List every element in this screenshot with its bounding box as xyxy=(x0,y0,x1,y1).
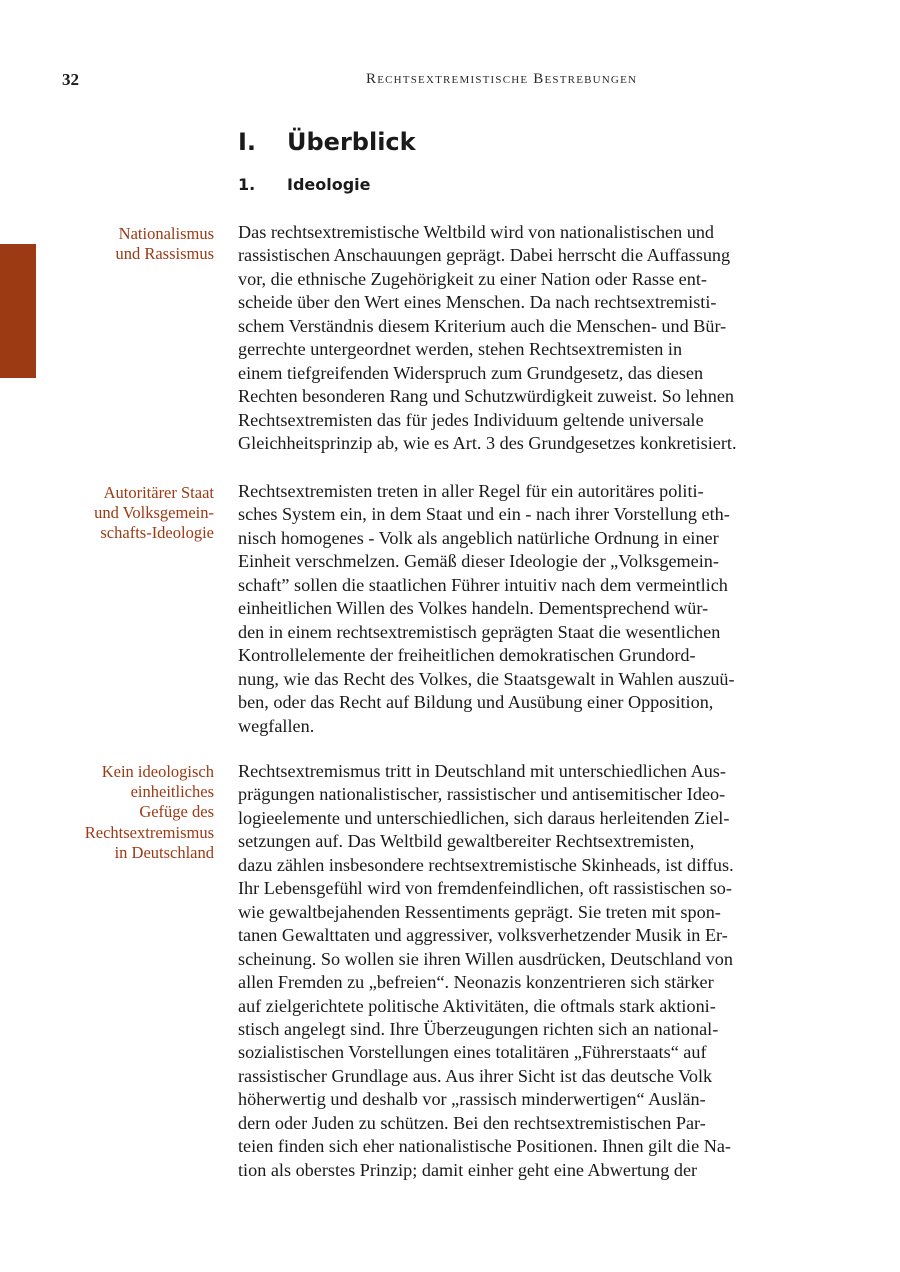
margin-note-nationalism: Nationalismus und Rassismus xyxy=(115,224,214,264)
paragraph-nationalism: Das rechtsextremistische Weltbild wird von nationalistischen und rassistischen Anschauungen geprägt. Dabei herrscht die Auffassung vor, die ethnische Zugehörigkeit zu einer Nation oder Rasse ent- scheide über den Wert eines Menschen. Da nach rechtsextremisti- schem Verständnis diesem Kriterium auch die Menschen- und Bür- gerrechte untergeordnet werden, stehen Rechtsextremisten in einem tiefgreifenden Widerspruch zum Grundgesetz, das diesen Rechten besonderen Rang und Schutzwürdigkeit zuweist. So lehnen Rechtsextremisten das für jedes Individuum geltende universale Gleichheitsprinzip ab, wie es Art. 3 des Grundgesetzes konkretisiert. xyxy=(238,222,737,454)
subsection-title: Ideologie xyxy=(287,175,371,194)
margin-note-no-unified-ideology: Kein ideologisch einheitliches Gefüge des Rechtsextremismus in Deutschland xyxy=(84,762,214,862)
chapter-marker-bar xyxy=(0,244,36,378)
paragraph-authoritarian-state: Rechtsextremisten treten in aller Regel für ein autoritäres politi- sches System ein, in dem Staat und ein - nach ihrer Vorstellung eth- nisch homogenes - Volk als angeblich natürliche Ordnung in einer Einheit verschmelzen. Gemäß dieser Ideologie der „Volksgemein- schaft” sollen die staatlichen Führer intuitiv nach dem vermeintlich einheitlichen Willen des Volkes handeln. Dementsprechend wür- den in einem rechtsextremistisch geprägten Staat die wesentlichen Kontrollelemente der freiheitlichen demokratischen Grundord- nung, wie das Recht des Volkes, die Staatsgewalt in Wahlen auszuü- ben, oder das Recht auf Bildung und Ausübung einer Opposition, wegfallen. xyxy=(238,481,735,736)
subsection-heading xyxy=(238,175,371,194)
paragraph-no-unified-ideology: Rechtsextremismus tritt in Deutschland mit unterschiedlichen Aus- prägungen nationalistischer, rassistischer und antisemitischer Ideo- logieelemente und unterschiedlichen, sich daraus herleitenden Ziel- setzungen auf. Das Weltbild gewaltbereiter Rechtsextremisten, dazu zählen insbesondere rechtsextremistische Skinheads, ist diffus. Ihr Lebensgefühl wird von fremdenfeindlichen, oft rassistischen so- wie gewaltbejahenden Ressentiments geprägt. Sie treten mit spon- tanen Gewalttaten und aggressiver, volksverhetzender Musik in Er- scheinung. So wollen sie ihren Willen ausdrücken, Deutschland von allen Fremden zu „befreien“. Neonazis konzentrieren sich stärker auf zielgerichtete politische Aktivitäten, die oftmals stark aktioni- stisch angelegt sind. Ihre Überzeugungen richten sich an national- sozialistischen Vorstellungen eines totalitären „Führerstaats“ auf rassistischer Grundlage aus. Aus ihrer Sicht ist das deutsche Volk höherwertig und deshalb vor „rassisch minderwertigen“ Auslän- dern oder Juden zu schützen. Bei den rechtsextremistischen Par- teien finden sich eher nationalistische Positionen. Ihnen gilt die Na- tion als oberstes Prinzip; damit einher geht eine Abwertung der xyxy=(238,761,734,1180)
section-heading xyxy=(238,128,416,156)
section-title: Überblick xyxy=(287,128,416,156)
section-number: I. xyxy=(238,128,257,156)
margin-note-authoritarian-state: Autoritärer Staat und Volksgemein- schafts-Ideologie xyxy=(94,483,214,543)
page-number: 32 xyxy=(62,70,79,89)
running-head: Rechtsextremistische Bestrebungen xyxy=(366,71,638,87)
subsection-number: 1. xyxy=(238,175,256,194)
